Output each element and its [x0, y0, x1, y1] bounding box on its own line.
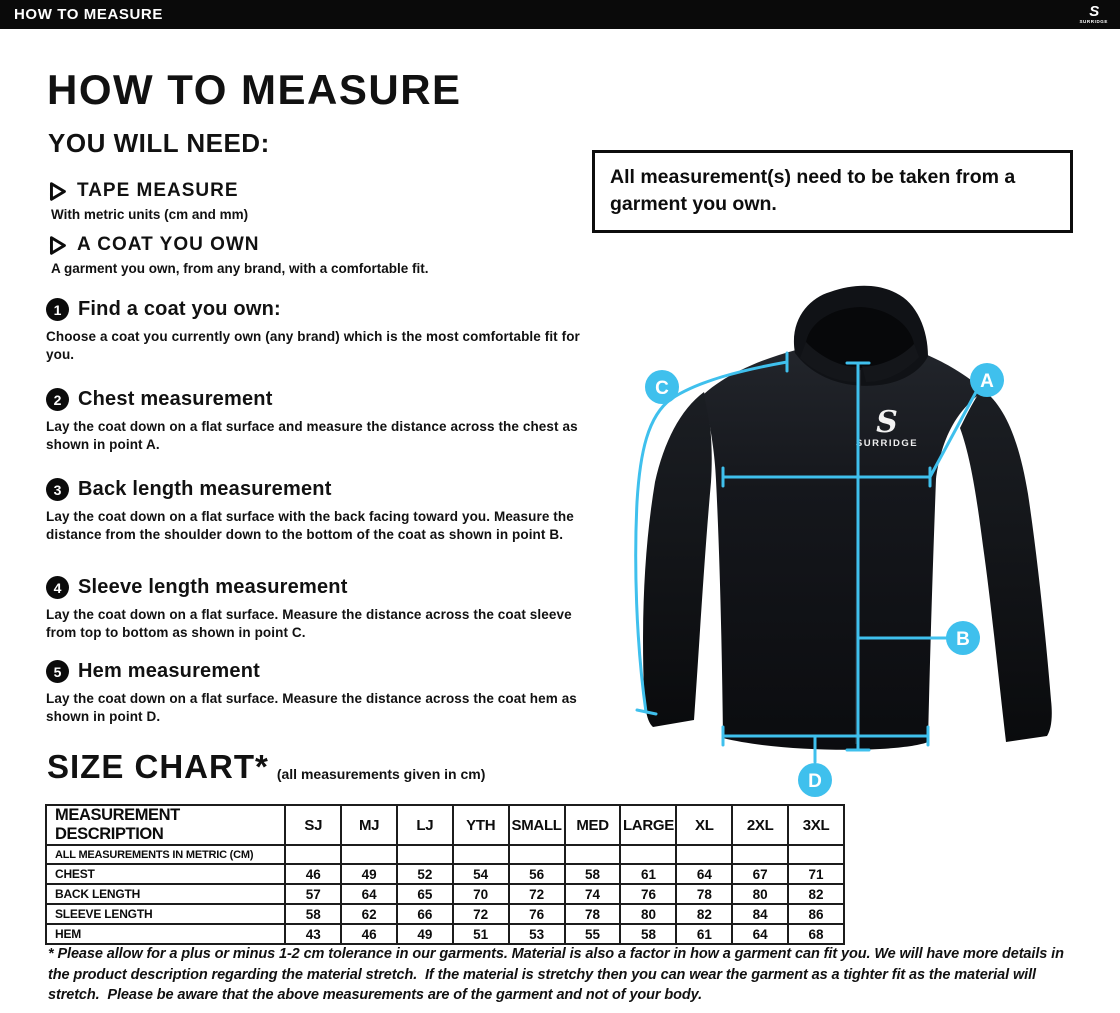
column-header: XL — [676, 805, 732, 845]
step-body: Lay the coat down on a flat surface and measure the distance across the chest as shown in point A. — [46, 419, 578, 452]
step-4 — [46, 576, 594, 642]
svg-text:B: B — [956, 629, 970, 650]
surridge-logo — [1079, 4, 1108, 25]
jacket-diagram-svg — [585, 278, 1080, 808]
cell-value: 58 — [620, 924, 676, 944]
cell-value: 82 — [788, 884, 844, 904]
need-item-coat — [48, 234, 429, 276]
row-label: HEM — [46, 924, 285, 944]
cell-value: 86 — [788, 904, 844, 924]
step-body: Lay the coat down on a flat surface. Measure the distance across the coat sleeve from top to bottom as shown in point C. — [46, 607, 572, 640]
cell-value: 78 — [565, 904, 621, 924]
cell-value: 68 — [788, 924, 844, 944]
svg-text:A: A — [980, 371, 994, 392]
cell-value: 64 — [676, 864, 732, 884]
step-number-badge: 5 — [46, 660, 69, 683]
page-title: HOW TO MEASURE — [47, 66, 462, 113]
size-chart-title: SIZE CHART* — [47, 748, 269, 785]
cell-value: 58 — [285, 904, 341, 924]
svg-text:SURRIDGE: SURRIDGE — [855, 438, 919, 449]
cell-value: 52 — [397, 864, 453, 884]
cell-value: 58 — [565, 864, 621, 884]
table-header-row — [46, 805, 844, 845]
table-row-sleeve-length — [46, 904, 844, 924]
measurement-note-box: All measurement(s) need to be taken from a garment you own. — [592, 150, 1073, 233]
row-label: CHEST — [46, 864, 285, 884]
cell-value: 84 — [732, 904, 788, 924]
jacket-right-sleeve — [960, 389, 1052, 742]
step-body: Lay the coat down on a flat surface. Measure the distance across the coat hem as shown in point D. — [46, 691, 577, 724]
row-label: BACK LENGTH — [46, 884, 285, 904]
svg-text:C: C — [655, 378, 669, 399]
column-header: YTH — [453, 805, 509, 845]
need-item-tape-measure — [48, 180, 248, 222]
triangle-bullet-icon — [48, 181, 67, 202]
row-label: SLEEVE LENGTH — [46, 904, 285, 924]
top-bar-title: HOW TO MEASURE — [14, 6, 163, 23]
step-number-badge: 4 — [46, 576, 69, 599]
triangle-bullet-icon — [48, 235, 67, 256]
cell-value: 53 — [509, 924, 565, 944]
cell-value: 72 — [453, 904, 509, 924]
column-header: MED — [565, 805, 621, 845]
cell-value: 51 — [453, 924, 509, 944]
surridge-s-icon: S — [1089, 3, 1099, 21]
need-item-title: TAPE MEASURE — [77, 180, 239, 201]
cell-value: 74 — [565, 884, 621, 904]
table-row-hem — [46, 924, 844, 944]
top-bar — [0, 0, 1120, 29]
column-header: 3XL — [788, 805, 844, 845]
step-title: Sleeve length measurement — [78, 576, 348, 598]
cell-value: 62 — [341, 904, 397, 924]
step-title: Back length measurement — [78, 478, 332, 500]
cell-value: 80 — [732, 884, 788, 904]
table-row-back-length — [46, 884, 844, 904]
you-will-need-title: YOU WILL NEED: — [48, 128, 270, 158]
step-number-badge: 3 — [46, 478, 69, 501]
cell-value: 56 — [509, 864, 565, 884]
cell-value: 76 — [509, 904, 565, 924]
step-3 — [46, 478, 594, 544]
cell-value: 64 — [341, 884, 397, 904]
need-item-title: A COAT YOU OWN — [77, 234, 260, 255]
step-body: Choose a coat you currently own (any brand) which is the most comfortable fit for you. — [46, 329, 580, 362]
column-header: 2XL — [732, 805, 788, 845]
cell-value: 57 — [285, 884, 341, 904]
cell-value: 78 — [676, 884, 732, 904]
cell-value: 46 — [341, 924, 397, 944]
cell-value: 49 — [397, 924, 453, 944]
step-number-badge: 1 — [46, 298, 69, 321]
step-2 — [46, 388, 594, 454]
cell-value: 43 — [285, 924, 341, 944]
need-item-desc: With metric units (cm and mm) — [51, 207, 249, 222]
cell-value: 61 — [620, 864, 676, 884]
step-1 — [46, 298, 594, 364]
tolerance-footnote: * Please allow for a plus or minus 1-2 cm tolerance in our garments. Material is also a factor in how a garment can fit you. We will have more details in the product description regarding the material stretch. If the material is stretchy then you can wear the garment as a tighter fit as the material will stretch. Please be aware that the above measurements are of the garment and not of your body. — [48, 946, 1068, 1003]
jacket-torso — [704, 350, 984, 750]
cell-value: 49 — [341, 864, 397, 884]
svg-text:S: S — [876, 405, 898, 440]
step-title: Hem measurement — [78, 660, 260, 682]
table-metric-row — [46, 845, 844, 864]
table-row-chest — [46, 864, 844, 884]
size-chart-table — [45, 804, 845, 945]
column-header: SMALL — [509, 805, 565, 845]
cell-value: 70 — [453, 884, 509, 904]
cell-value: 64 — [732, 924, 788, 944]
step-body: Lay the coat down on a flat surface with the back facing toward you. Measure the distance from the shoulder down to the bottom of the coat as shown in point B. — [46, 509, 574, 542]
jacket-measurement-diagram — [585, 278, 1080, 808]
need-item-desc: A garment you own, from any brand, with a comfortable fit. — [51, 261, 429, 276]
column-header: MJ — [341, 805, 397, 845]
cell-value: 46 — [285, 864, 341, 884]
svg-text:D: D — [808, 771, 822, 792]
column-header: LARGE — [620, 805, 676, 845]
cell-value: 71 — [788, 864, 844, 884]
cell-value: 80 — [620, 904, 676, 924]
column-header: MEASUREMENT DESCRIPTION — [46, 805, 285, 845]
cell-value: 76 — [620, 884, 676, 904]
step-number-badge: 2 — [46, 388, 69, 411]
cell-value: 72 — [509, 884, 565, 904]
cell-value: 67 — [732, 864, 788, 884]
column-header: SJ — [285, 805, 341, 845]
jacket-left-sleeve — [643, 392, 712, 727]
cell-value: 54 — [453, 864, 509, 884]
cell-value: 82 — [676, 904, 732, 924]
size-chart-heading — [47, 748, 485, 786]
cell-value: 61 — [676, 924, 732, 944]
size-chart-subtitle: (all measurements given in cm) — [276, 766, 486, 782]
column-header: LJ — [397, 805, 453, 845]
cell-value: 66 — [397, 904, 453, 924]
step-title: Chest measurement — [78, 388, 273, 410]
metric-note: ALL MEASUREMENTS IN METRIC (CM) — [46, 845, 285, 864]
step-title: Find a coat you own: — [78, 298, 281, 320]
cell-value: 65 — [397, 884, 453, 904]
surridge-logo-label: SURRIDGE — [1079, 19, 1108, 25]
cell-value: 55 — [565, 924, 621, 944]
step-5 — [46, 660, 594, 726]
